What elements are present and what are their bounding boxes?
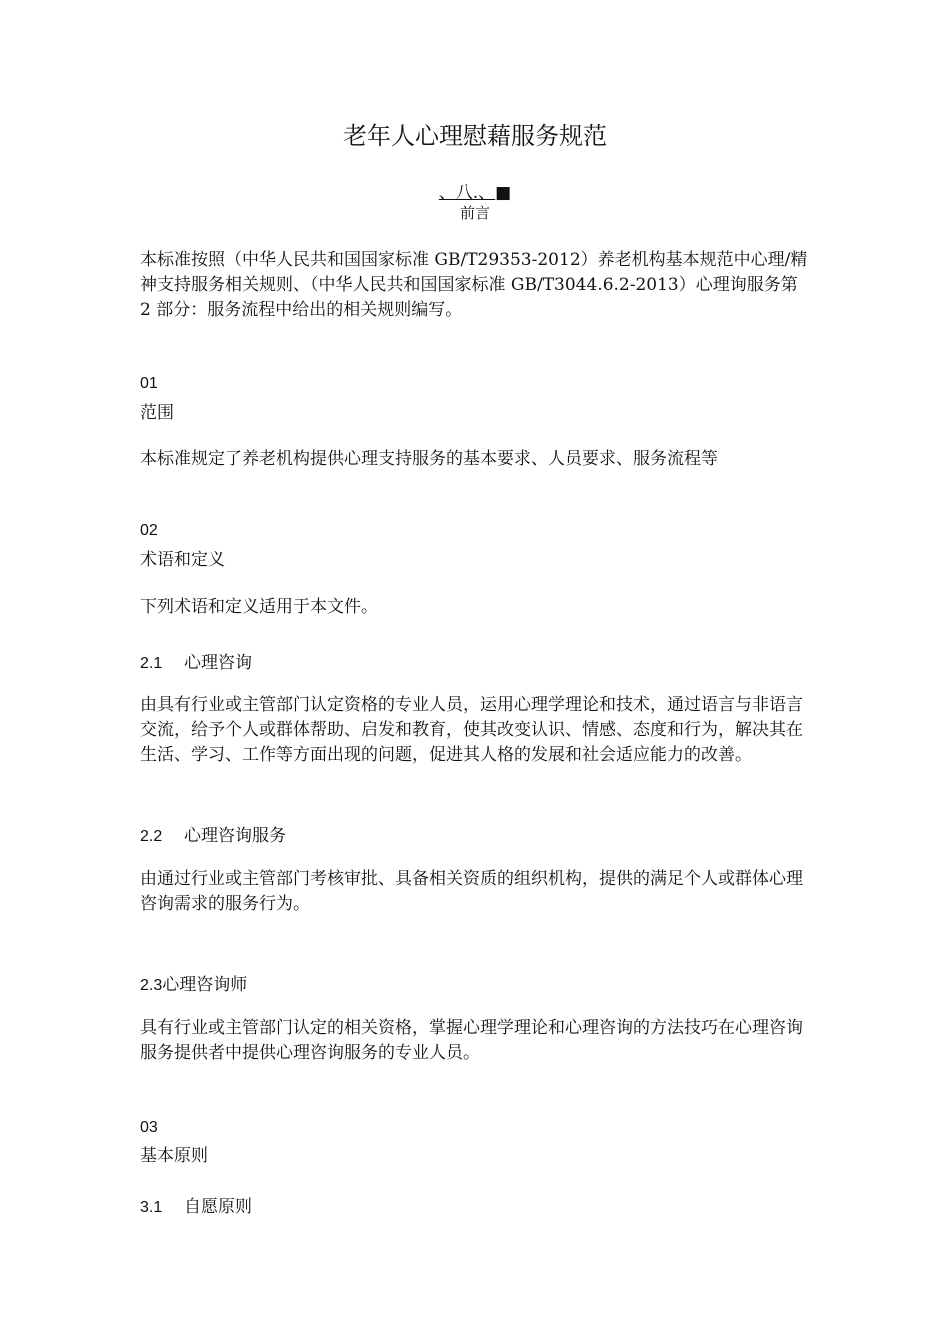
section-01-title: 范围 <box>140 403 174 423</box>
subsection-3-1-heading <box>140 1192 252 1217</box>
section-03-title: 基本原则 <box>140 1146 208 1166</box>
subsection-2-3-heading <box>140 970 247 995</box>
subsection-2-3-paragraph: 具有行业或主管部门认定的相关资格，掌握心理学理论和心理咨询的方法技巧在心理咨询服务提供者中提供心理咨询服务的专业人员。 <box>140 1018 803 1063</box>
subsection-3-1-title: 自愿原则 <box>184 1197 252 1217</box>
section-02-number: 02 <box>140 522 158 539</box>
subsection-2-2-title: 心理咨询服务 <box>184 826 286 846</box>
garbled-marks <box>0 178 950 203</box>
preface-heading: 前言 <box>459 204 490 222</box>
section-01-number: 01 <box>140 375 158 392</box>
marks-square: ■ <box>495 183 512 203</box>
subsection-2-3-title: 心理咨询师 <box>162 975 248 995</box>
subsection-2-1-heading <box>140 648 252 673</box>
document-title: 老年人心理慰藉服务规范 <box>343 122 607 150</box>
subsection-2-1-paragraph: 由具有行业或主管部门认定资格的专业人员，运用心理学理论和技术，通过语言与非语言交流，给予个人或群体帮助、启发和教育，使其改变认识、情感、态度和行为，解决其在生活、学习、工作等方面出现的问题，促进其人格的发展和社会适应能力的改善。 <box>140 695 803 765</box>
section-02-intro: 下列术语和定义适用于本文件。 <box>140 597 378 617</box>
preface-paragraph: 本标准按照（中华人民共和国国家标准 GB/T29353-2012）养老机构基本规范中心理/精神支持服务相关规则、（中华人民共和国国家标准 GB/T3044.6.2-2013）心理询服务第 2 部分：服务流程中给出的相关规则编写。 <box>140 250 808 320</box>
section-01-paragraph: 本标准规定了养老机构提供心理支持服务的基本要求、人员要求、服务流程等 <box>140 449 718 469</box>
subsection-2-2-number: 2.2 <box>140 828 163 845</box>
subsection-3-1-number: 3.1 <box>140 1199 163 1216</box>
section-03-number: 03 <box>140 1119 158 1136</box>
subsection-2-1-number: 2.1 <box>140 655 163 672</box>
subsection-2-2-paragraph: 由通过行业或主管部门考核审批、具备相关资质的组织机构，提供的满足个人或群体心理咨询需求的服务行为。 <box>140 869 803 914</box>
subsection-2-1-title: 心理咨询 <box>184 653 252 673</box>
section-02-title: 术语和定义 <box>140 550 225 570</box>
subsection-2-3-number: 2.3 <box>140 977 163 994</box>
subsection-2-2-heading <box>140 821 286 846</box>
marks-text: 、八.、 <box>438 183 496 203</box>
